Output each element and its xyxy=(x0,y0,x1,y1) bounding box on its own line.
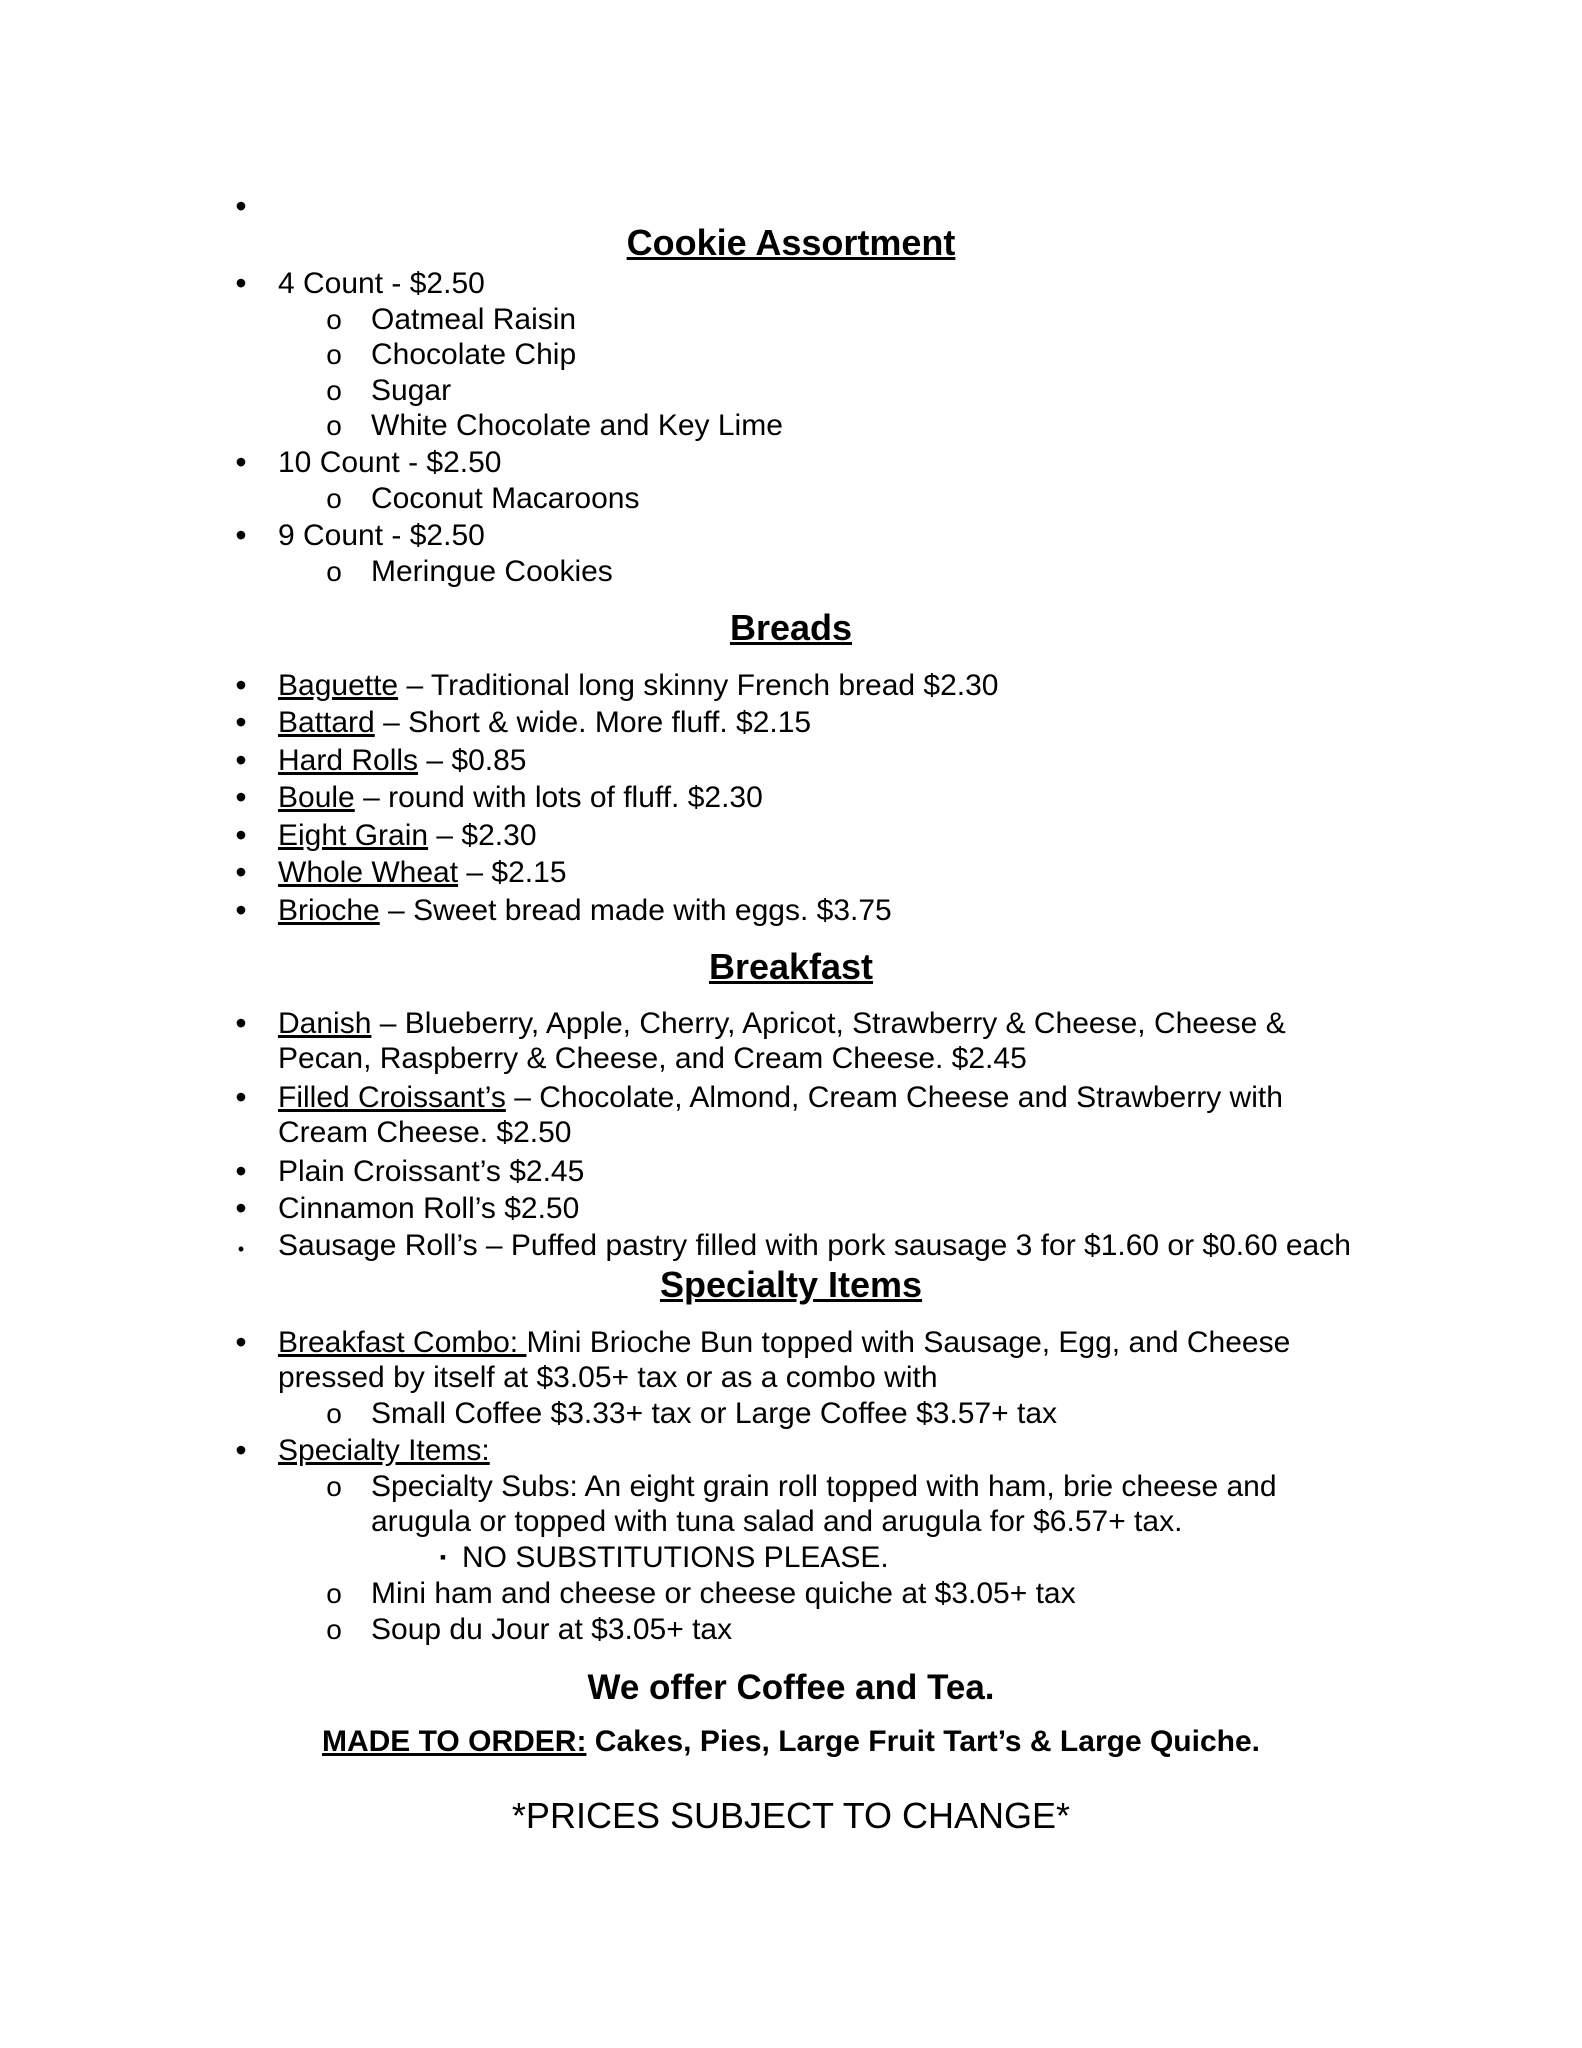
circle-bullet: o xyxy=(326,1614,342,1645)
bullet xyxy=(232,1228,250,1267)
bullet xyxy=(232,705,250,741)
bullet xyxy=(232,855,250,891)
circle-bullet: o xyxy=(326,304,342,335)
cookie-item: Coconut Macaroons xyxy=(371,482,640,515)
bread-desc: – round with lots of fluff. $2.30 xyxy=(354,781,763,814)
made-to-order-items: Cakes, Pies, Large Fruit Tart’s & Large Quiche. xyxy=(586,1725,1260,1758)
specialty-subitem: Soup du Jour at $3.05+ tax xyxy=(371,1613,733,1646)
bullet xyxy=(232,1191,250,1227)
breakfast-name: Filled Croissant’s xyxy=(278,1081,506,1114)
prices-disclaimer: *PRICES SUBJECT TO CHANGE* xyxy=(511,1795,1071,1836)
bullet xyxy=(232,1325,250,1361)
specialty-subitem: Small Coffee $3.33+ tax or Large Coffee $3.57+ tax xyxy=(371,1397,1058,1430)
bread-name: Whole Wheat xyxy=(278,856,459,889)
bread-desc: – $2.30 xyxy=(428,819,537,852)
made-to-order-label: MADE TO ORDER: xyxy=(321,1725,587,1758)
specialty-items-label: Specialty Items: xyxy=(278,1434,490,1467)
breakfast-name: Danish xyxy=(278,1007,372,1040)
bread-desc: – Sweet bread made with eggs. $3.75 xyxy=(379,894,892,927)
cookie-item: Chocolate Chip xyxy=(371,338,577,371)
bread-item xyxy=(278,855,567,890)
bread-desc: – Short & wide. More fluff. $2.15 xyxy=(374,706,812,739)
specialty-desc-cont: pressed by itself at $3.05+ tax or as a combo with xyxy=(278,1361,938,1394)
specialty-name: Breakfast Combo: xyxy=(278,1326,527,1359)
breakfast-item xyxy=(278,1080,1283,1115)
bread-item xyxy=(278,705,811,740)
bread-desc: – $2.15 xyxy=(458,856,567,889)
breads-heading: Breads xyxy=(729,607,853,648)
no-substitutions-note: NO SUBSTITUTIONS PLEASE. xyxy=(462,1541,889,1574)
breakfast-item: Plain Croissant’s $2.45 xyxy=(278,1155,585,1188)
circle-bullet: o xyxy=(326,483,342,514)
breakfast-desc-cont: Pecan, Raspberry & Cheese, and Cream Cheese. $2.45 xyxy=(278,1042,1027,1075)
breakfast-desc: – Chocolate, Almond, Cream Cheese and Strawberry with xyxy=(505,1081,1283,1114)
cookie-group-label: 9 Count - $2.50 xyxy=(278,519,485,552)
bread-name: Baguette xyxy=(278,669,399,702)
bullet xyxy=(232,668,250,704)
bread-name: Hard Rolls xyxy=(278,744,419,777)
specialty-subitem: Mini ham and cheese or cheese quiche at $3.05+ tax xyxy=(371,1577,1076,1610)
bread-desc: – Traditional long skinny French bread $2.30 xyxy=(398,669,999,702)
circle-bullet: o xyxy=(326,1578,342,1609)
bullet xyxy=(232,518,250,554)
cookie-item: Sugar xyxy=(371,374,452,407)
cookie-item: Meringue Cookies xyxy=(371,555,613,588)
bread-name: Battard xyxy=(278,706,375,739)
circle-bullet: o xyxy=(326,1471,342,1502)
specialty-heading: Specialty Items xyxy=(659,1264,923,1305)
cookie-item: White Chocolate and Key Lime xyxy=(371,409,783,442)
circle-bullet: o xyxy=(326,339,342,370)
breakfast-desc: – Blueberry, Apple, Cherry, Apricot, Strawberry & Cheese, Cheese & xyxy=(371,1007,1286,1040)
bullet xyxy=(232,780,250,816)
cookie-group-label: 4 Count - $2.50 xyxy=(278,267,485,300)
bread-name: Eight Grain xyxy=(278,819,429,852)
cookie-heading: Cookie Assortment xyxy=(626,222,956,263)
bread-item xyxy=(278,668,998,703)
bullet xyxy=(232,1080,250,1116)
bread-name: Boule xyxy=(278,781,355,814)
bread-desc: – $0.85 xyxy=(418,744,527,777)
bullet xyxy=(232,1433,250,1469)
breakfast-item: Cinnamon Roll’s $2.50 xyxy=(278,1192,580,1225)
cookie-group-label: 10 Count - $2.50 xyxy=(278,446,502,479)
breakfast-desc-cont: Cream Cheese. $2.50 xyxy=(278,1116,572,1149)
circle-bullet: o xyxy=(326,556,342,587)
bullet xyxy=(232,266,250,302)
coffee-tea-note: We offer Coffee and Tea. xyxy=(587,1668,995,1707)
bread-item xyxy=(278,818,537,853)
breakfast-item xyxy=(278,1006,1286,1041)
breakfast-heading: Breakfast xyxy=(708,946,874,987)
bullet xyxy=(232,893,250,929)
bullet xyxy=(232,1006,250,1042)
bread-item xyxy=(278,893,892,928)
bullet xyxy=(232,1154,250,1190)
bread-item xyxy=(278,780,763,815)
bread-name: Brioche xyxy=(278,894,380,927)
circle-bullet: o xyxy=(326,410,342,441)
bullet xyxy=(232,818,250,854)
bullet xyxy=(232,743,250,779)
made-to-order-note xyxy=(0,1723,1582,1761)
circle-bullet: o xyxy=(326,375,342,406)
specialty-subitem-cont: arugula or topped with tuna salad and arugula for $6.57+ tax. xyxy=(371,1505,1183,1538)
specialty-item xyxy=(278,1325,1290,1360)
square-bullet: ▪ xyxy=(439,1547,447,1567)
circle-bullet: o xyxy=(326,1398,342,1429)
empty-bullet xyxy=(232,189,250,225)
specialty-desc: Mini Brioche Bun topped with Sausage, Egg, and Cheese xyxy=(526,1326,1291,1359)
bread-item xyxy=(278,743,526,778)
specialty-subitem: Specialty Subs: An eight grain roll topped with ham, brie cheese and xyxy=(371,1470,1277,1503)
breakfast-item: Sausage Roll’s – Puffed pastry filled with pork sausage 3 for $1.60 or $0.60 each xyxy=(278,1229,1351,1262)
bullet xyxy=(232,445,250,481)
cookie-item: Oatmeal Raisin xyxy=(371,303,577,336)
